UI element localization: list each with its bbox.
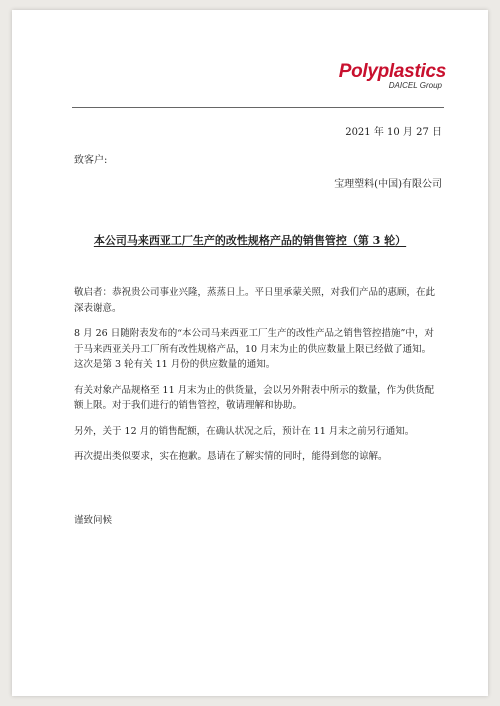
header-divider (72, 107, 444, 108)
letter-title-text: 本公司马来西亚工厂生产的改性规格产品的销售管控（第 3 轮） (93, 234, 407, 247)
body-paragraph: 敬启者：恭祝贵公司事业兴隆，蒸蒸日上。平日里承蒙关照，对我们产品的惠顾，在此深表谢意。 (74, 287, 436, 314)
letter-title (12, 232, 488, 248)
body-paragraph: 有关对象产品规格至 11 月末为止的供货量，会以另外附表中所示的数量，作为供货配额上限。对于我们进行的销售管控，敬请理解和协助。 (74, 384, 435, 411)
letter-body (74, 285, 440, 475)
letter-recipient: 致客户: (74, 155, 108, 166)
letter-date: 2021 年 10 月 27 日 (345, 127, 442, 138)
body-paragraph: 8 月 26 日随附表发布的“本公司马来西亚工厂生产的改性产品之销售管控措施”中，对于马来西亚关丹工厂所有改性规格产品，10 月末为止的供应数量上限已经做了通知。这次是第 3 轮有关 11 月份的供应数量的通知。 (74, 328, 434, 370)
document-page (12, 10, 488, 696)
body-paragraph: 另外，关于 12 月的销售配额，在确认状况之后，预计在 11 月末之前另行通知。 (74, 425, 415, 437)
letter-closing: 谨致问候 (74, 515, 113, 526)
letter-sender: 宝理塑料(中国)有限公司 (334, 179, 442, 190)
body-paragraph: 再次提出类似要求，实在抱歉。恳请在了解实情的同时，能得到您的谅解。 (74, 451, 388, 462)
logo-wordmark: Polyplastics (338, 61, 446, 82)
company-logo (339, 62, 446, 90)
logo-subtitle: DAICEL Group (388, 81, 442, 90)
